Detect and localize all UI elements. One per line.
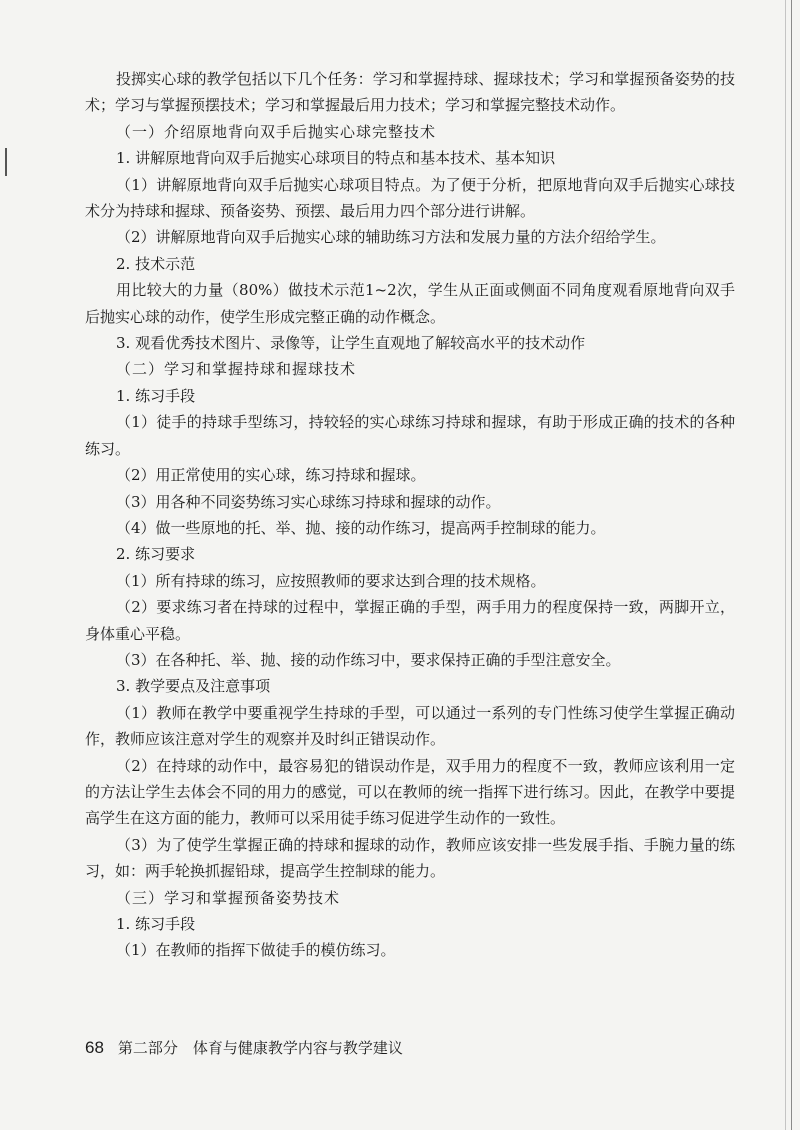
body-paragraph: （3）为了使学生掌握正确的持球和握球的动作，教师应该安排一些发展手指、手腕力量的练习，如：两手轮换抓握铅球，提高学生控制球的能力。	[85, 835, 735, 881]
binding-edge-line	[791, 0, 792, 1130]
body-paragraph: （2）在持球的动作中，最容易犯的错误动作是，双手用力的程度不一致，教师应该利用一定的方法让学生去体会不同的用力的感觉，可以在教师的统一指挥下进行练习。因此，在教学中要提高学生在这方面的能力，教师可以采用徒手练习促进学生动作的一致性。	[85, 756, 735, 828]
subsection-heading: 3. 观看优秀技术图片、录像等，让学生直观地了解较高水平的技术动作	[116, 334, 586, 353]
section-heading: （三）学习和掌握预备姿势技术	[116, 888, 341, 907]
body-text	[85, 66, 735, 964]
body-paragraph: （1）在教师的指挥下做徒手的模仿练习。	[116, 941, 396, 960]
subsection-heading: 2. 练习要求	[116, 545, 196, 564]
section-heading: （一）介绍原地背向双手后抛实心球完整技术	[116, 122, 437, 141]
page-footer	[85, 1036, 403, 1060]
section-heading: （二）学习和掌握持球和握球技术	[116, 360, 357, 379]
body-paragraph: （3）在各种托、举、抛、接的动作练习中，要求保持正确的手型注意安全。	[116, 650, 621, 669]
body-paragraph: （4）做一些原地的托、举、抛、接的动作练习，提高两手控制球的能力。	[116, 518, 606, 537]
subsection-heading: 1. 练习手段	[116, 915, 196, 933]
body-paragraph: （1）徒手的持球手型练习，持较轻的实心球练习持球和握球，有助于形成正确的技术的各种练习。	[85, 413, 735, 458]
subsection-heading: 3. 教学要点及注意事项	[116, 677, 271, 696]
scan-margin-mark	[5, 148, 7, 176]
body-paragraph: （1）教师在教学中要重视学生持球的手型，可以通过一系列的专门性练习使学生掌握正确动作，教师应该注意对学生的观察并及时纠正错误动作。	[85, 703, 735, 749]
body-paragraph: 投掷实心球的教学包括以下几个任务：学习和掌握持球、握球技术；学习和掌握预备姿势的技术；学习与掌握预摆技术；学习和掌握最后用力技术；学习和掌握完整技术动作。	[85, 70, 735, 115]
page-number: 68	[85, 1038, 104, 1057]
subsection-heading: 2. 技术示范	[116, 254, 196, 273]
body-paragraph: （2）用正常使用的实心球，练习持球和握球。	[116, 466, 426, 485]
subsection-heading: 1. 讲解原地背向双手后抛实心球项目的特点和基本技术、基本知识	[116, 149, 556, 168]
body-paragraph: （1）所有持球的练习，应按照教师的要求达到合理的技术规格。	[116, 571, 546, 590]
body-paragraph: （2）要求练习者在持球的过程中，掌握正确的手型，两手用力的程度保持一致，两脚开立，身体重心平稳。	[85, 598, 735, 643]
running-footer-title: 第二部分 体育与健康教学内容与教学建议	[117, 1039, 403, 1057]
body-paragraph: （3）用各种不同姿势练习实心球练习持球和握球的动作。	[116, 492, 501, 511]
binding-edge-shadow	[785, 0, 786, 1130]
body-paragraph: （2）讲解原地背向双手后抛实心球的辅助练习方法和发展力量的方法介绍给学生。	[116, 228, 666, 247]
body-paragraph: 用比较大的力量（80%）做技术示范1~2次，学生从正面或侧面不同角度观看原地背向双手后抛实心球的动作，使学生形成完整正确的动作概念。	[85, 281, 735, 326]
subsection-heading: 1. 练习手段	[116, 386, 196, 405]
body-paragraph: （1）讲解原地背向双手后抛实心球项目特点。为了便于分析，把原地背向双手后抛实心球技术分为持球和握球、预备姿势、预摆、最后用力四个部分进行讲解。	[85, 175, 735, 221]
